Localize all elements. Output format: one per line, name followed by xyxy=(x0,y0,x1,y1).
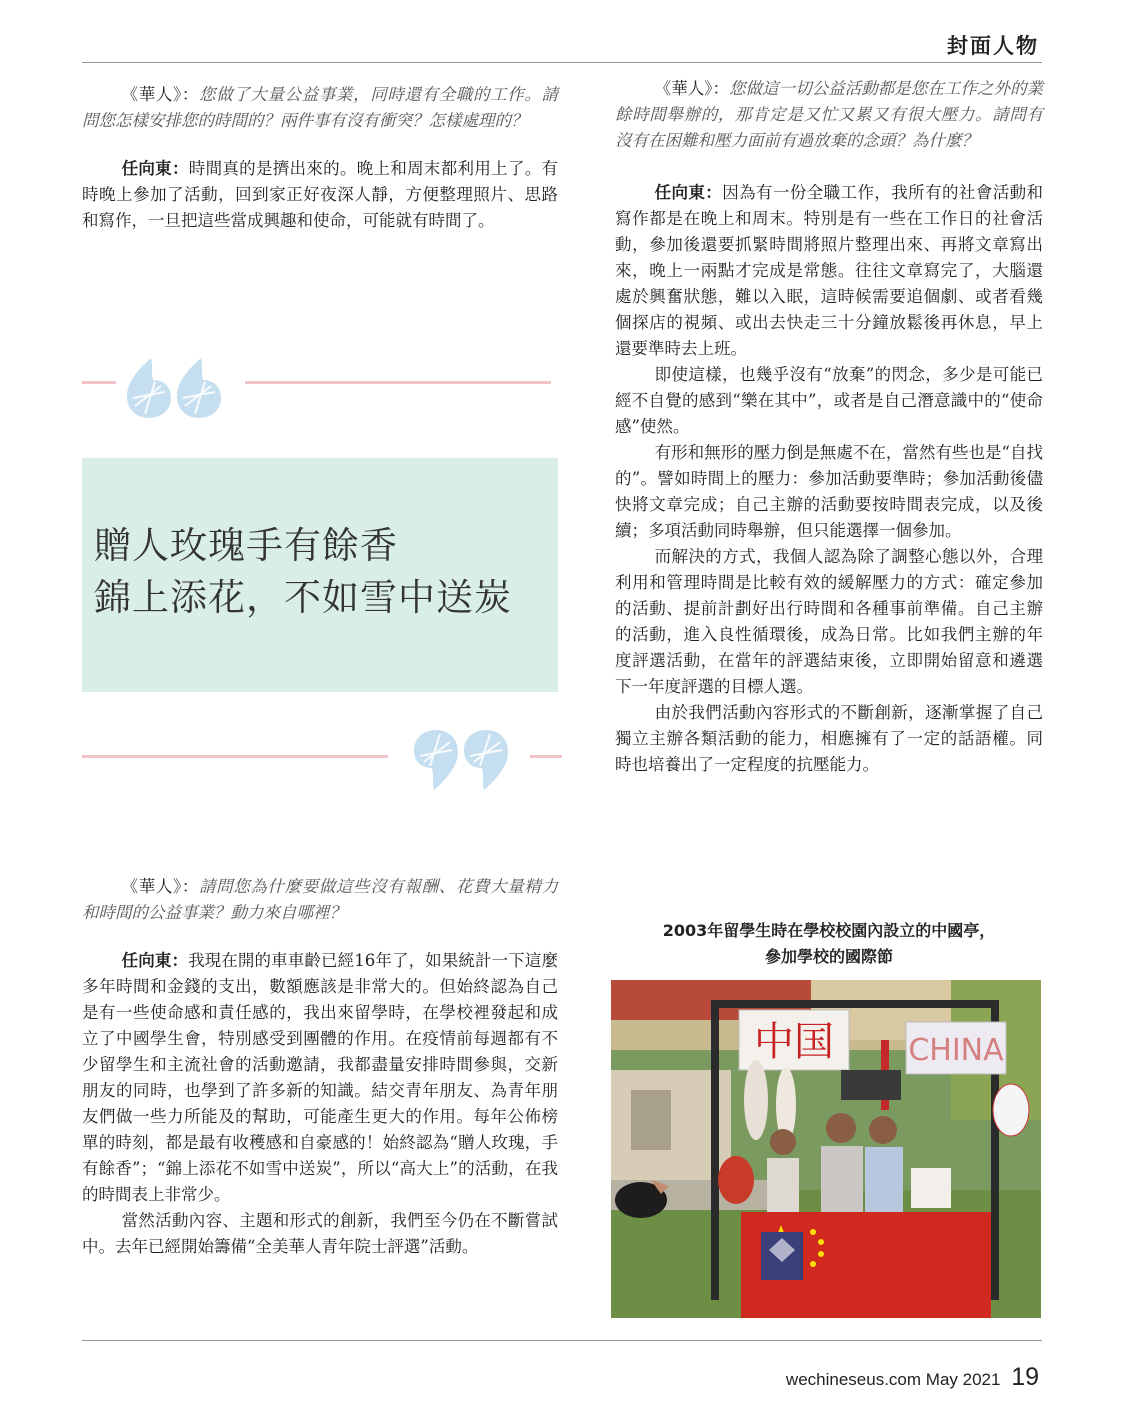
page-number: 19 xyxy=(1011,1363,1039,1391)
photo-sign-right: CHINA xyxy=(908,1033,1004,1068)
section-title: 封面人物 xyxy=(947,33,1039,58)
pull-quote-line-1: 贈人玫瑰手有餘香 xyxy=(94,524,398,567)
question-3 xyxy=(615,76,1043,154)
photo-caption xyxy=(615,918,1043,970)
bottom-divider xyxy=(82,1340,1042,1341)
close-quote-icon xyxy=(410,726,510,796)
caption-line-2: 參加學校的國際節 xyxy=(764,947,893,966)
question-text: 請問您為什麼要做這些沒有報酬、花費大量精力和時間的公益事業？動力來自哪裡？ xyxy=(82,877,559,922)
question-text: 您做這一切公益活動都是您在工作之外的業餘時間舉辦的，那肯定是又忙又累又有很大壓力。請問有沒有在困難和壓力面前有過放棄的念頭？為什麼？ xyxy=(615,79,1044,150)
answer-text: 因為有一份全職工作，我所有的社會活動和寫作都是在晚上和周末。特別是有一些在工作日的社會活動，參加後還要抓緊時間將照片整理出來、再將文章寫出來，晚上一兩點才完成是常態。往往文章寫完了，大腦還處於興奮狀態，難以入眠，這時候需要追個劇、或者看幾個探店的視頻、或出去快走三十分鐘放鬆後再休息，早上還要準時去上班。 xyxy=(615,183,1044,358)
answer-label: 任向東： xyxy=(121,159,189,178)
answer-label: 任向東： xyxy=(121,951,189,970)
photo-illustration xyxy=(611,980,1041,1318)
question-label: 《華人》： xyxy=(121,85,199,104)
right-column xyxy=(615,76,1043,778)
page-footer xyxy=(786,1363,1039,1392)
paragraph: 而解決的方式，我個人認為除了調整心態以外，合理利用和管理時間是比較有效的緩解壓力的方式：確定參加的活動、提前計劃好出行時間和各種事前準備。自己主辦的活動，進入良性循環後，成為日常。比如我們主辦的年度評選活動，在當年的評選結束後，立即開始留意和遴選下一年度評選的目標人選。 xyxy=(615,547,1043,696)
event-photo xyxy=(611,980,1041,1318)
paragraph: 有形和無形的壓力倒是無處不在，當然有些也是“自找的”。譬如時間上的壓力：參加活動要準時；參加活動後儘快將文章完成；自己主辦的活動要按時間表完成，以及後續；多項活動同時舉辦，但只能選擇一個參加。 xyxy=(615,443,1043,540)
answer-1 xyxy=(82,156,558,234)
question-2 xyxy=(82,874,558,926)
answer-3 xyxy=(615,180,1043,362)
answer-text: 時間真的是擠出來的。晚上和周末都利用上了。有時晚上參加了活動，回到家正好夜深人靜，方便整理照片、思路和寫作，一旦把這些當成興趣和使命，可能就有時間了。 xyxy=(82,159,559,230)
footer-issue: May 2021 xyxy=(925,1370,1001,1389)
question-label: 《華人》： xyxy=(121,877,199,896)
pull-quote-box xyxy=(82,458,558,692)
footer-site: wechineseus.com xyxy=(785,1370,922,1389)
answer-label: 任向東： xyxy=(654,183,723,202)
photo-sign-left: 中国 xyxy=(754,1019,834,1065)
top-divider xyxy=(82,62,1042,63)
paragraph: 即使這樣，也幾乎沒有“放棄”的閃念，多少是可能已經不自覺的感到“樂在其中”，或者是自己潛意識中的“使命感”使然。 xyxy=(615,365,1043,436)
answer-2 xyxy=(82,948,558,1208)
caption-line-1: 2003年留學生時在學校校園內設立的中國亭， xyxy=(662,921,996,940)
left-column-top xyxy=(82,82,558,234)
pink-rule xyxy=(245,381,551,384)
pull-quote-line-2: 錦上添花，不如雪中送炭 xyxy=(94,576,512,619)
paragraph: 當然活動內容、主題和形式的創新，我們至今仍在不斷嘗試中。去年已經開始籌備“全美華人青年院士評選”活動。 xyxy=(82,1211,558,1256)
open-quote-icon xyxy=(125,352,225,422)
left-column-bottom xyxy=(82,874,558,1260)
answer-text: 我現在開的車車齡已經16年了，如果統計一下這麼多年時間和金錢的支出，數額應該是非常大的。但始終認為自己是有一些使命感和責任感的，我出來留學時，在學校裡發起和成立了中國學生會，特別感受到團體的作用。在疫情前每週都有不少留學生和主流社會的活動邀請，我都盡量安排時間參與，交新朋友的同時，也學到了許多新的知識。結交青年朋友、為青年朋友們做一些力所能及的幫助，可能產生更大的作用。每年公佈榜單的時刻，都是最有收穫感和自豪感的！始終認為“贈人玫瑰，手有餘香”；“錦上添花不如雪中送炭”，所以“高大上”的活動，在我的時間表上非常少。 xyxy=(82,951,558,1204)
pink-rule xyxy=(530,755,562,758)
question-1 xyxy=(82,82,558,134)
pink-rule xyxy=(82,381,116,384)
pink-rule xyxy=(82,755,388,758)
question-text: 您做了大量公益事業，同時還有全職的工作。請問您怎樣安排您的時間的？兩件事有沒有衝突？怎樣處理的？ xyxy=(82,85,559,130)
paragraph: 由於我們活動內容形式的不斷創新，逐漸掌握了自己獨立主辦各類活動的能力，相應擁有了一定的話語權。同時也培養出了一定程度的抗壓能力。 xyxy=(615,703,1043,774)
question-label: 《華人》： xyxy=(654,79,729,98)
